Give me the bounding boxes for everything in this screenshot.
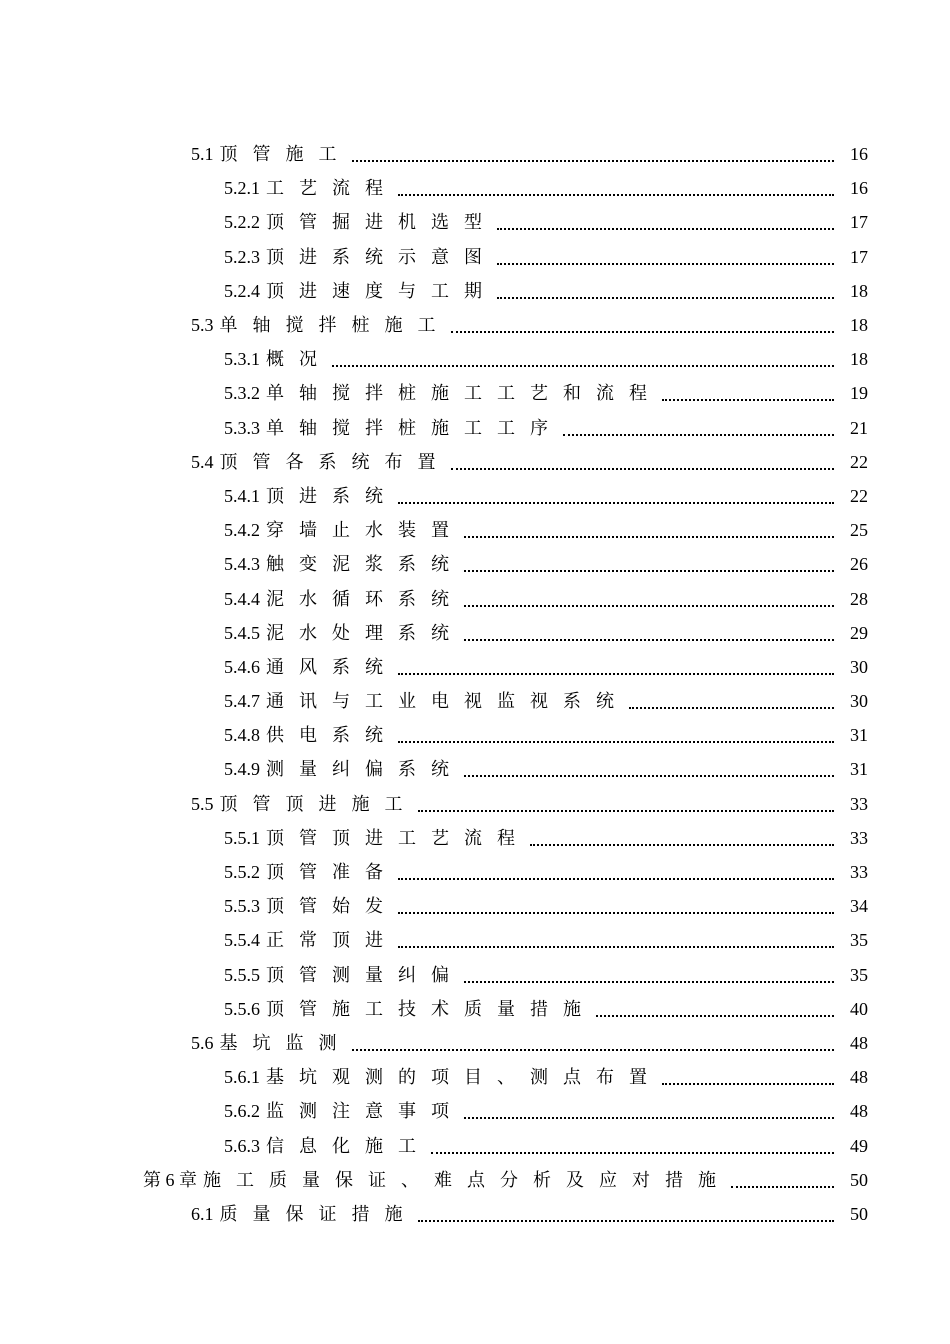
toc-entry-number: 5.6.1 xyxy=(224,1067,260,1088)
toc-dot-leader xyxy=(451,316,835,334)
toc-dot-leader xyxy=(662,384,834,402)
toc-entry-title: 顶管顶进工艺流程 xyxy=(266,827,530,848)
toc-entry[interactable] xyxy=(0,821,950,855)
toc-entry-title: 概况 xyxy=(266,349,332,370)
toc-entry[interactable] xyxy=(0,1094,950,1128)
toc-entry-number: 5.1 xyxy=(191,144,214,165)
toc-entry-number: 5.5.4 xyxy=(224,930,260,951)
toc-dot-leader xyxy=(731,1171,834,1189)
toc-entry-title: 工艺流程 xyxy=(266,178,398,199)
toc-dot-leader xyxy=(398,726,834,744)
toc-entry-title: 顶进系统 xyxy=(266,485,398,506)
toc-entry-page: 18 xyxy=(850,280,868,301)
toc-entry-title: 触变泥浆系统 xyxy=(266,554,464,575)
toc-entry-page: 21 xyxy=(850,417,868,438)
toc-entry[interactable] xyxy=(0,547,950,581)
toc-entry-number: 5.4.3 xyxy=(224,554,260,575)
toc-entry-number: 5.5 xyxy=(191,793,214,814)
toc-entry-number: 5.2.1 xyxy=(224,178,260,199)
toc-entry[interactable] xyxy=(0,274,950,308)
toc-entry-page: 40 xyxy=(850,998,868,1019)
toc-dot-leader xyxy=(398,658,834,676)
toc-entry-title: 通风系统 xyxy=(266,656,398,677)
toc-dot-leader xyxy=(563,419,834,437)
toc-entry[interactable] xyxy=(0,787,950,821)
toc-entry-number: 5.2.2 xyxy=(224,212,260,233)
toc-entry-title: 顶管施工 xyxy=(219,144,352,165)
toc-entry-title: 顶进速度与工期 xyxy=(266,280,497,301)
toc-entry-page: 33 xyxy=(850,793,868,814)
toc-entry-number: 5.4.1 xyxy=(224,485,260,506)
toc-entry-number: 5.2.4 xyxy=(224,280,260,301)
toc-entry-page: 18 xyxy=(850,349,868,370)
toc-entry[interactable] xyxy=(0,889,950,923)
toc-dot-leader xyxy=(332,350,834,368)
toc-entry-page: 31 xyxy=(850,759,868,780)
toc-entry[interactable] xyxy=(0,479,950,513)
toc-entry[interactable] xyxy=(0,650,950,684)
toc-entry-page: 50 xyxy=(850,1203,868,1224)
toc-entry[interactable] xyxy=(0,581,950,615)
toc-dot-leader xyxy=(662,1068,834,1086)
toc-entry-number: 5.5.1 xyxy=(224,827,260,848)
toc-entry-page: 19 xyxy=(850,383,868,404)
toc-entry-number: 5.3.2 xyxy=(224,383,260,404)
toc-entry-number: 5.6.3 xyxy=(224,1135,260,1156)
toc-entry[interactable] xyxy=(0,1128,950,1162)
toc-dot-leader xyxy=(464,521,834,539)
toc-entry-page: 33 xyxy=(850,827,868,848)
toc-entry-title: 顶管顶进施工 xyxy=(219,793,418,814)
toc-entry-number: 5.4.5 xyxy=(224,622,260,643)
toc-entry-number: 6.1 xyxy=(191,1203,214,1224)
toc-entry-number: 5.5.2 xyxy=(224,862,260,883)
toc-entry-page: 30 xyxy=(850,691,868,712)
toc-dot-leader xyxy=(497,248,834,266)
toc-entry-number: 5.4.9 xyxy=(224,759,260,780)
toc-entry[interactable] xyxy=(0,1060,950,1094)
toc-entry[interactable] xyxy=(0,958,950,992)
toc-entry-number: 5.4.6 xyxy=(224,656,260,677)
toc-dot-leader xyxy=(352,145,835,163)
toc-dot-leader xyxy=(451,453,835,471)
toc-entry-title: 顶管各系统布置 xyxy=(219,451,451,472)
toc-entry[interactable] xyxy=(0,684,950,718)
toc-dot-leader xyxy=(352,1034,835,1052)
toc-entry-title: 监测注意事项 xyxy=(266,1101,464,1122)
toc-entry[interactable] xyxy=(0,923,950,957)
toc-entry[interactable] xyxy=(0,445,950,479)
toc-entry-number: 5.4.2 xyxy=(224,520,260,541)
toc-entry-page: 30 xyxy=(850,656,868,677)
toc-entry-title: 供电系统 xyxy=(266,725,398,746)
toc-entry-number: 5.4.8 xyxy=(224,725,260,746)
toc-dot-leader xyxy=(464,624,834,642)
toc-entry[interactable] xyxy=(0,1197,950,1231)
toc-entry-page: 48 xyxy=(850,1067,868,1088)
toc-entry-title: 正常顶进 xyxy=(266,930,398,951)
toc-dot-leader xyxy=(464,590,834,608)
toc-entry-title: 单轴搅拌桩施工工序 xyxy=(266,417,563,438)
toc-entry-title: 施工质量保证、难点分析及应对措施 xyxy=(203,1169,731,1190)
toc-entry-title: 单轴搅拌桩施工 xyxy=(219,315,451,336)
toc-entry-page: 16 xyxy=(850,144,868,165)
toc-entry-page: 33 xyxy=(850,862,868,883)
toc-entry-number: 5.4.7 xyxy=(224,691,260,712)
toc-dot-leader xyxy=(596,1000,834,1018)
toc-dot-leader xyxy=(398,179,834,197)
table-of-contents xyxy=(0,137,950,1231)
toc-dot-leader xyxy=(464,966,834,984)
toc-entry-title: 测量纠偏系统 xyxy=(266,759,464,780)
toc-entry[interactable] xyxy=(0,171,950,205)
toc-entry-page: 18 xyxy=(850,315,868,336)
toc-entry-number: 5.3.1 xyxy=(224,349,260,370)
toc-entry[interactable] xyxy=(0,342,950,376)
toc-entry-page: 34 xyxy=(850,896,868,917)
toc-entry-page: 17 xyxy=(850,212,868,233)
toc-entry-title: 顶管准备 xyxy=(266,862,398,883)
toc-entry[interactable] xyxy=(0,855,950,889)
toc-entry-page: 25 xyxy=(850,520,868,541)
toc-entry-number: 5.6 xyxy=(191,1032,214,1053)
toc-dot-leader xyxy=(418,1205,835,1223)
toc-entry[interactable] xyxy=(0,752,950,786)
toc-entry-number: 5.4.4 xyxy=(224,588,260,609)
toc-entry-number: 5.5.5 xyxy=(224,964,260,985)
toc-entry-page: 48 xyxy=(850,1032,868,1053)
toc-entry-title: 顶进系统示意图 xyxy=(266,246,497,267)
toc-entry-number: 5.5.6 xyxy=(224,998,260,1019)
toc-entry-title: 信息化施工 xyxy=(266,1135,431,1156)
toc-entry-title: 质量保证措施 xyxy=(219,1203,418,1224)
toc-entry-title: 泥水处理系统 xyxy=(266,622,464,643)
toc-dot-leader xyxy=(497,213,834,231)
toc-entry[interactable] xyxy=(0,376,950,410)
toc-entry-page: 28 xyxy=(850,588,868,609)
toc-entry-title: 通讯与工业电视监视系统 xyxy=(266,691,629,712)
toc-dot-leader xyxy=(398,863,834,881)
toc-entry-page: 26 xyxy=(850,554,868,575)
toc-entry[interactable] xyxy=(0,1026,950,1060)
toc-entry[interactable] xyxy=(0,616,950,650)
toc-entry-title: 顶管始发 xyxy=(266,896,398,917)
toc-entry[interactable] xyxy=(0,1163,950,1197)
toc-entry[interactable] xyxy=(0,718,950,752)
toc-entry[interactable] xyxy=(0,308,950,342)
toc-entry[interactable] xyxy=(0,992,950,1026)
toc-entry[interactable] xyxy=(0,240,950,274)
toc-entry-page: 35 xyxy=(850,964,868,985)
toc-entry-title: 泥水循环系统 xyxy=(266,588,464,609)
toc-entry-number: 5.2.3 xyxy=(224,246,260,267)
toc-entry-title: 顶管测量纠偏 xyxy=(266,964,464,985)
toc-entry-title: 基坑观测的项目、测点布置 xyxy=(266,1067,662,1088)
toc-entry-title: 基坑监测 xyxy=(219,1032,352,1053)
toc-entry-page: 22 xyxy=(850,451,868,472)
toc-dot-leader xyxy=(398,931,834,949)
toc-entry-page: 48 xyxy=(850,1101,868,1122)
toc-entry-number: 5.5.3 xyxy=(224,896,260,917)
toc-entry-number: 5.3.3 xyxy=(224,417,260,438)
toc-dot-leader xyxy=(464,555,834,573)
toc-entry-page: 49 xyxy=(850,1135,868,1156)
toc-entry-page: 22 xyxy=(850,485,868,506)
toc-entry[interactable] xyxy=(0,411,950,445)
toc-entry-number: 第 6 章 xyxy=(143,1169,197,1190)
toc-entry-page: 17 xyxy=(850,246,868,267)
toc-entry[interactable] xyxy=(0,205,950,239)
toc-entry-page: 16 xyxy=(850,178,868,199)
toc-dot-leader xyxy=(629,692,834,710)
toc-dot-leader xyxy=(530,829,834,847)
toc-entry[interactable] xyxy=(0,513,950,547)
toc-dot-leader xyxy=(398,897,834,915)
toc-dot-leader xyxy=(398,487,834,505)
toc-entry[interactable] xyxy=(0,137,950,171)
toc-entry-page: 29 xyxy=(850,622,868,643)
toc-entry-title: 顶管掘进机选型 xyxy=(266,212,497,233)
toc-dot-leader xyxy=(418,795,835,813)
toc-entry-title: 单轴搅拌桩施工工艺和流程 xyxy=(266,383,662,404)
toc-dot-leader xyxy=(431,1137,834,1155)
toc-entry-page: 50 xyxy=(850,1169,868,1190)
toc-entry-number: 5.6.2 xyxy=(224,1101,260,1122)
toc-entry-page: 35 xyxy=(850,930,868,951)
toc-entry-title: 穿墙止水装置 xyxy=(266,520,464,541)
toc-dot-leader xyxy=(497,282,834,300)
toc-dot-leader xyxy=(464,760,834,778)
toc-dot-leader xyxy=(464,1102,834,1120)
toc-entry-number: 5.3 xyxy=(191,315,214,336)
toc-entry-page: 31 xyxy=(850,725,868,746)
toc-entry-number: 5.4 xyxy=(191,451,214,472)
toc-entry-title: 顶管施工技术质量措施 xyxy=(266,998,596,1019)
